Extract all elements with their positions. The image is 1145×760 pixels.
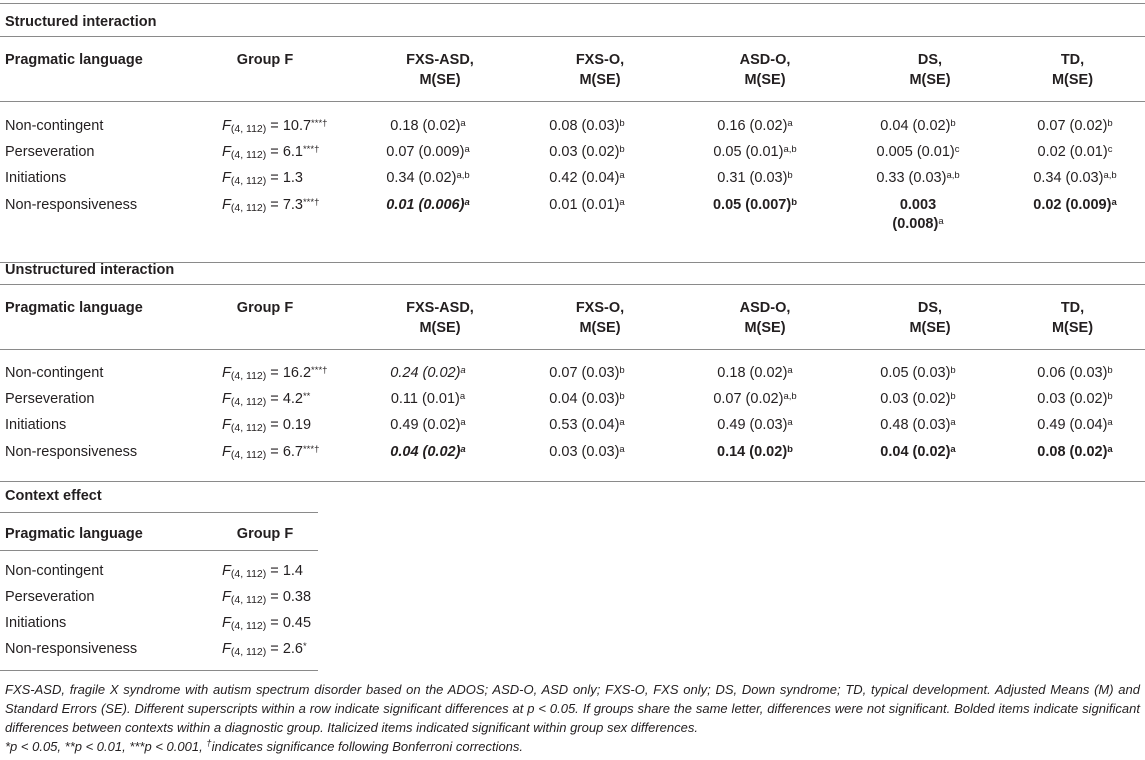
value-text: 0.01 (0.01) bbox=[549, 197, 620, 213]
row-label: Perseveration bbox=[5, 589, 95, 605]
f-degrees-of-freedom: (4, 112) bbox=[230, 594, 267, 606]
group-f-statistic bbox=[222, 443, 319, 462]
value-text: 0.53 (0.04) bbox=[549, 417, 620, 433]
value-text: 0.02 (0.009) bbox=[1033, 197, 1112, 213]
value-text: 0.42 (0.04) bbox=[549, 170, 620, 186]
f-degrees-of-freedom: (4, 112) bbox=[230, 370, 267, 382]
value-text: 0.49 (0.03) bbox=[717, 417, 788, 433]
value-cell bbox=[502, 117, 672, 136]
group-letter-superscript: a bbox=[950, 444, 956, 455]
group-letter-superscript: b bbox=[791, 197, 797, 208]
group-f-statistic bbox=[222, 588, 311, 607]
column-header-c2 bbox=[515, 298, 685, 338]
f-significance-marker: ***† bbox=[302, 144, 320, 155]
f-letter: F bbox=[222, 144, 231, 160]
group-letter-superscript: a,b bbox=[783, 144, 797, 155]
value-text: 0.04 (0.02) bbox=[880, 118, 951, 134]
footnote-significance bbox=[5, 737, 1140, 756]
value-cell bbox=[990, 117, 1145, 136]
value-cell bbox=[670, 416, 840, 435]
value-cell bbox=[670, 196, 840, 215]
value-cell bbox=[990, 196, 1145, 215]
group-f-statistic bbox=[222, 640, 307, 659]
section-title: Structured interaction bbox=[5, 14, 157, 30]
group-letter-superscript: a,b bbox=[1103, 170, 1117, 181]
column-header-c4 bbox=[845, 298, 1015, 338]
value-cell bbox=[670, 143, 840, 162]
f-letter: F bbox=[222, 589, 231, 605]
section-rule bbox=[0, 512, 318, 513]
f-equals: = bbox=[266, 589, 283, 605]
value-text: 0.03 (0.02) bbox=[1037, 391, 1108, 407]
f-letter: F bbox=[222, 615, 231, 631]
value-cell bbox=[833, 143, 1003, 162]
group-f-statistic bbox=[222, 117, 327, 136]
value-text: 0.05 (0.007) bbox=[712, 197, 792, 213]
value-cell bbox=[833, 390, 1003, 409]
group-letter-superscript: b bbox=[619, 391, 625, 402]
group-letter-superscript: a bbox=[619, 417, 625, 428]
value-text: 0.06 (0.03) bbox=[1037, 365, 1108, 381]
column-header-pragmatic: Pragmatic language bbox=[5, 52, 143, 68]
group-letter-superscript: a bbox=[1111, 197, 1117, 208]
group-letter-superscript: a bbox=[950, 417, 956, 428]
column-header-line: ASD-O, bbox=[739, 300, 791, 316]
value-cell bbox=[343, 169, 513, 188]
value-text: 0.24 (0.02) bbox=[390, 365, 461, 381]
group-letter-superscript: a bbox=[464, 197, 470, 208]
row-label: Non-contingent bbox=[5, 563, 104, 579]
value-cell bbox=[502, 364, 672, 383]
section-rule bbox=[0, 284, 1145, 285]
f-significance-marker: ***† bbox=[302, 197, 320, 208]
group-f-statistic bbox=[222, 614, 311, 633]
column-header-line: TD, bbox=[1060, 300, 1085, 316]
group-letter-superscript: a bbox=[460, 365, 466, 376]
value-line-2 bbox=[833, 215, 1003, 234]
group-letter-superscript: b bbox=[950, 391, 956, 402]
column-header-groupf: Group F bbox=[236, 300, 294, 316]
value-cell bbox=[833, 196, 1003, 234]
value-text: 0.49 (0.04) bbox=[1037, 417, 1108, 433]
row-label: Non-contingent bbox=[5, 118, 104, 134]
value-cell bbox=[343, 443, 513, 462]
f-equals: = bbox=[266, 563, 283, 579]
footnote-abbreviations: FXS-ASD, fragile X syndrome with autism spectrum disorder based on the ADOS; ASD-O, ASD only; FXS-O, FXS only; DS, Down syndrome; TD, typical development. Adjusted Means (M) and Standard Errors (SE). Different superscripts within a row indicate significant differences at p < 0.05. If groups share the same letter, differences were not significant. Bolded items indicate significant differences between contexts within a diagnostic group. Italicized items indicated significant within group sex differences. bbox=[5, 682, 1140, 735]
value-cell bbox=[833, 364, 1003, 383]
f-degrees-of-freedom: (4, 112) bbox=[230, 123, 267, 135]
column-header-pragmatic: Pragmatic language bbox=[5, 526, 143, 542]
column-header-line: M(SE) bbox=[909, 320, 951, 336]
column-header-c5 bbox=[1030, 50, 1115, 90]
column-header-line: M(SE) bbox=[909, 72, 951, 88]
value-text: 0.04 (0.03) bbox=[549, 391, 620, 407]
value-text: 0.33 (0.03) bbox=[876, 170, 947, 186]
column-header-c1 bbox=[355, 298, 525, 338]
value-cell bbox=[990, 143, 1145, 162]
group-letter-superscript: a,b bbox=[456, 170, 470, 181]
group-letter-superscript: b bbox=[787, 170, 793, 181]
f-significance-marker: * bbox=[302, 641, 307, 652]
section-end-rule bbox=[0, 481, 1145, 482]
group-letter-superscript: a bbox=[619, 170, 625, 181]
row-label: Initiations bbox=[5, 417, 67, 433]
f-equals: = bbox=[266, 615, 283, 631]
column-header-line: FXS-ASD, bbox=[406, 52, 474, 68]
value-text: 0.07 (0.02) bbox=[1037, 118, 1108, 134]
group-letter-superscript: b bbox=[1107, 118, 1113, 129]
value-text: 0.18 (0.02) bbox=[717, 365, 788, 381]
f-equals: = bbox=[266, 170, 283, 186]
value-cell bbox=[670, 169, 840, 188]
value-cell bbox=[502, 443, 672, 462]
value-cell bbox=[833, 443, 1003, 462]
group-letter-superscript: b bbox=[619, 144, 625, 155]
f-letter: F bbox=[222, 444, 231, 460]
row-label: Perseveration bbox=[5, 391, 95, 407]
value-cell bbox=[670, 364, 840, 383]
column-header-line: M(SE) bbox=[1051, 320, 1094, 336]
value-text: 0.05 (0.01) bbox=[713, 144, 784, 160]
group-letter-superscript: a bbox=[938, 216, 944, 227]
column-header-line: FXS-O, bbox=[575, 300, 625, 316]
value-cell bbox=[670, 117, 840, 136]
group-letter-superscript: a bbox=[460, 417, 466, 428]
value-text: 0.04 (0.02) bbox=[390, 444, 461, 460]
group-letter-superscript: c bbox=[1107, 144, 1113, 155]
column-header-line: M(SE) bbox=[419, 320, 461, 336]
value-text: 0.07 (0.02) bbox=[713, 391, 784, 407]
group-letter-superscript: a bbox=[787, 118, 793, 129]
row-label: Initiations bbox=[5, 615, 67, 631]
group-f-statistic bbox=[222, 364, 327, 383]
column-header-line: FXS-ASD, bbox=[406, 300, 474, 316]
column-header-line: M(SE) bbox=[579, 72, 621, 88]
value-text: 0.03 (0.03) bbox=[549, 444, 620, 460]
value-cell bbox=[990, 416, 1145, 435]
value-text: 0.11 (0.01) bbox=[390, 391, 460, 407]
f-degrees-of-freedom: (4, 112) bbox=[230, 449, 267, 461]
value-text: 0.05 (0.03) bbox=[880, 365, 951, 381]
row-label: Non-responsiveness bbox=[5, 641, 138, 657]
column-header-line: FXS-O, bbox=[575, 52, 625, 68]
value-cell bbox=[990, 390, 1145, 409]
group-f-statistic bbox=[222, 169, 303, 188]
column-header-line: M(SE) bbox=[744, 72, 786, 88]
group-f-statistic bbox=[222, 390, 310, 409]
group-letter-superscript: a bbox=[619, 444, 625, 455]
f-equals: = bbox=[266, 444, 283, 460]
value-text: 0.03 (0.02) bbox=[880, 391, 951, 407]
value-text: 0.02 (0.01) bbox=[1037, 144, 1108, 160]
column-header-line: M(SE) bbox=[579, 320, 621, 336]
f-value: 7.3 bbox=[282, 197, 303, 213]
f-value: 6.1 bbox=[282, 144, 303, 160]
column-header-line: ASD-O, bbox=[739, 52, 791, 68]
f-letter: F bbox=[222, 365, 231, 381]
f-equals: = bbox=[266, 144, 283, 160]
section-end-rule bbox=[0, 670, 318, 671]
group-letter-superscript: a bbox=[787, 365, 793, 376]
column-header-c2 bbox=[515, 50, 685, 90]
group-letter-superscript: a bbox=[1107, 444, 1113, 455]
footnote-dagger: † bbox=[206, 738, 212, 749]
value-cell bbox=[670, 443, 840, 462]
f-value: 6.7 bbox=[282, 444, 303, 460]
f-significance-marker: ***† bbox=[311, 365, 328, 376]
column-header-c4 bbox=[845, 50, 1015, 90]
value-cell bbox=[343, 117, 513, 136]
header-rule bbox=[0, 101, 1145, 102]
table-top-rule bbox=[0, 3, 1145, 4]
value-text: 0.49 (0.02) bbox=[390, 417, 461, 433]
value-cell bbox=[670, 390, 840, 409]
footnote-significance-levels: *p < 0.05, **p < 0.01, ***p < 0.001, bbox=[5, 739, 207, 754]
f-degrees-of-freedom: (4, 112) bbox=[230, 422, 267, 434]
value-text: 0.16 (0.02) bbox=[717, 118, 788, 134]
group-letter-superscript: a,b bbox=[946, 170, 960, 181]
column-header-groupf: Group F bbox=[236, 526, 294, 542]
value-cell bbox=[833, 416, 1003, 435]
value-cell bbox=[990, 443, 1145, 462]
f-value: 1.4 bbox=[282, 563, 303, 579]
group-letter-superscript: a bbox=[459, 391, 466, 402]
group-letter-superscript: a bbox=[1107, 417, 1113, 428]
value-text: 0.08 (0.03) bbox=[549, 118, 620, 134]
f-degrees-of-freedom: (4, 112) bbox=[230, 202, 267, 214]
f-equals: = bbox=[266, 118, 283, 134]
f-value: 2.6 bbox=[282, 641, 303, 657]
group-letter-superscript: a bbox=[460, 444, 466, 455]
column-header-pragmatic: Pragmatic language bbox=[5, 300, 143, 316]
f-letter: F bbox=[222, 641, 231, 657]
group-letter-superscript: a bbox=[460, 118, 466, 129]
value-cell bbox=[343, 390, 513, 409]
group-f-statistic bbox=[222, 562, 303, 581]
f-letter: F bbox=[222, 417, 231, 433]
row-label: Non-contingent bbox=[5, 365, 104, 381]
f-degrees-of-freedom: (4, 112) bbox=[230, 149, 267, 161]
f-letter: F bbox=[222, 170, 231, 186]
row-label: Initiations bbox=[5, 170, 67, 186]
f-significance-marker: ** bbox=[302, 391, 311, 402]
value-text: 0.03 (0.02) bbox=[549, 144, 620, 160]
value-text: 0.04 (0.02) bbox=[880, 444, 951, 460]
value-text: 0.18 (0.02) bbox=[390, 118, 461, 134]
group-letter-superscript: a,b bbox=[783, 391, 797, 402]
value-text: 0.01 (0.006) bbox=[386, 197, 465, 213]
f-degrees-of-freedom: (4, 112) bbox=[230, 620, 267, 632]
value-cell bbox=[502, 196, 672, 215]
table-footnotes bbox=[5, 680, 1140, 756]
column-header-line: DS, bbox=[917, 52, 943, 68]
f-value: 1.3 bbox=[282, 170, 303, 186]
value-line-1: 0.003 bbox=[899, 197, 937, 213]
row-label: Non-responsiveness bbox=[5, 197, 138, 213]
value-text: 0.005 (0.01) bbox=[876, 144, 955, 160]
group-letter-superscript: a bbox=[464, 144, 470, 155]
group-f-statistic bbox=[222, 416, 311, 435]
value-cell bbox=[990, 169, 1145, 188]
f-value: 0.38 bbox=[282, 589, 312, 605]
f-equals: = bbox=[266, 197, 283, 213]
column-header-line: M(SE) bbox=[1051, 72, 1094, 88]
f-equals: = bbox=[266, 641, 283, 657]
f-degrees-of-freedom: (4, 112) bbox=[230, 175, 267, 187]
group-letter-superscript: b bbox=[950, 118, 956, 129]
value-text: 0.07 (0.03) bbox=[549, 365, 620, 381]
value-text: 0.14 (0.02) bbox=[717, 444, 788, 460]
value-text: 0.48 (0.03) bbox=[880, 417, 951, 433]
column-header-c3 bbox=[680, 50, 850, 90]
f-letter: F bbox=[222, 118, 231, 134]
value-cell bbox=[502, 169, 672, 188]
section-title: Context effect bbox=[5, 488, 102, 504]
f-equals: = bbox=[266, 391, 283, 407]
group-letter-superscript: b bbox=[619, 118, 625, 129]
group-letter-superscript: a bbox=[619, 197, 625, 208]
value-cell bbox=[502, 390, 672, 409]
value-cell bbox=[502, 416, 672, 435]
value-cell bbox=[343, 364, 513, 383]
row-label: Perseveration bbox=[5, 144, 95, 160]
value-text: 0.34 (0.03) bbox=[1033, 170, 1104, 186]
value-text: 0.31 (0.03) bbox=[717, 170, 788, 186]
f-value: 10.7 bbox=[282, 118, 312, 134]
f-value: 0.45 bbox=[282, 615, 312, 631]
column-header-line: TD, bbox=[1060, 52, 1085, 68]
f-significance-marker: ***† bbox=[302, 444, 320, 455]
f-degrees-of-freedom: (4, 112) bbox=[230, 396, 267, 408]
f-equals: = bbox=[266, 365, 283, 381]
value-cell bbox=[343, 416, 513, 435]
value-cell bbox=[833, 117, 1003, 136]
group-letter-superscript: b bbox=[619, 365, 625, 376]
f-letter: F bbox=[222, 197, 231, 213]
value-cell bbox=[833, 169, 1003, 188]
column-header-line: DS, bbox=[917, 300, 943, 316]
column-header-c1 bbox=[355, 50, 525, 90]
value-cell bbox=[502, 143, 672, 162]
group-letter-superscript: b bbox=[1107, 365, 1113, 376]
header-rule bbox=[0, 349, 1145, 350]
value-text: 0.34 (0.02) bbox=[386, 170, 457, 186]
group-letter-superscript: a bbox=[787, 417, 793, 428]
value-cell bbox=[990, 364, 1145, 383]
group-letter-superscript: c bbox=[954, 144, 960, 155]
group-f-statistic bbox=[222, 143, 319, 162]
value-cell bbox=[343, 143, 513, 162]
value-text: 0.08 (0.02) bbox=[1037, 444, 1108, 460]
group-letter-superscript: b bbox=[787, 444, 793, 455]
column-header-line: M(SE) bbox=[419, 72, 461, 88]
f-equals: = bbox=[266, 417, 283, 433]
column-header-c3 bbox=[680, 298, 850, 338]
value-text: 0.07 (0.009) bbox=[386, 144, 465, 160]
f-significance-marker: ***† bbox=[311, 118, 328, 129]
f-value: 16.2 bbox=[282, 365, 312, 381]
header-rule bbox=[0, 550, 318, 551]
value-text: (0.008) bbox=[892, 216, 939, 232]
f-letter: F bbox=[222, 391, 231, 407]
column-header-groupf: Group F bbox=[236, 52, 294, 68]
group-letter-superscript: b bbox=[1107, 391, 1113, 402]
f-degrees-of-freedom: (4, 112) bbox=[230, 568, 267, 580]
value-cell bbox=[343, 196, 513, 215]
footnote-bonferroni: indicates significance following Bonferroni corrections. bbox=[211, 739, 524, 754]
f-value: 0.19 bbox=[282, 417, 312, 433]
column-header-line: M(SE) bbox=[744, 320, 786, 336]
group-letter-superscript: b bbox=[950, 365, 956, 376]
group-f-statistic bbox=[222, 196, 319, 215]
column-header-c5 bbox=[1030, 298, 1115, 338]
f-letter: F bbox=[222, 563, 231, 579]
section-rule bbox=[0, 36, 1145, 37]
f-degrees-of-freedom: (4, 112) bbox=[230, 646, 267, 658]
f-value: 4.2 bbox=[282, 391, 303, 407]
section-title: Unstructured interaction bbox=[5, 262, 175, 278]
row-label: Non-responsiveness bbox=[5, 444, 138, 460]
